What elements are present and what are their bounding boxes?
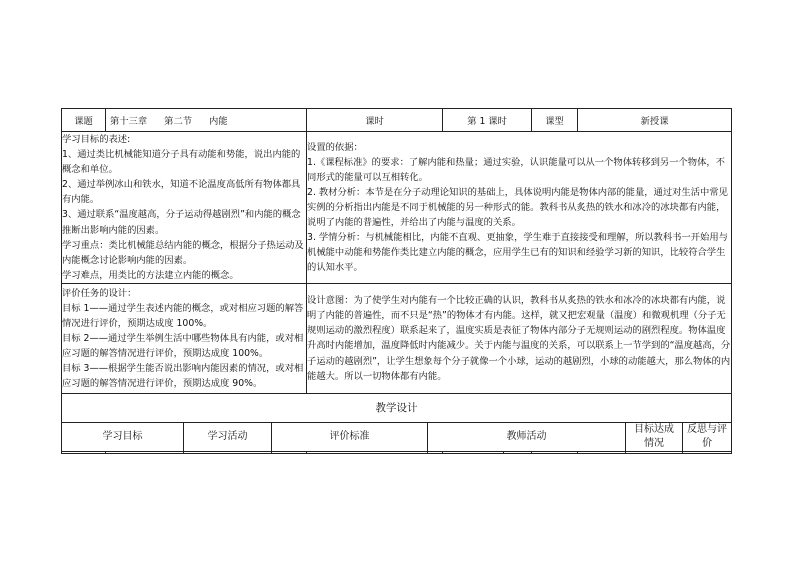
teaching-design-title: 教学设计	[62, 393, 732, 422]
topic-label: 课题	[62, 109, 106, 132]
difficulty-point: 学习难点，用类比的方法建立内能的概念。	[62, 269, 239, 281]
evaluation-task-cell	[62, 283, 307, 393]
evaluation-item: 目标 1——通过学生表述内能的概念，或对相应习题的解答情况进行评价，预期达成度 100%。	[62, 302, 304, 329]
topic-section: 第二节	[164, 116, 193, 127]
goal-item: 1、通过类比机械能知道分子具有动能和势能，说出内能的概念和单位。	[62, 149, 301, 176]
type-label: 课型	[532, 109, 578, 132]
period-label: 课时	[307, 109, 443, 132]
key-point: 学习重点：类比机械能总结内能的概念，根据分子热运动及内能概念讨论影响内能的因素。	[62, 239, 304, 266]
goals-basis-row	[62, 132, 732, 284]
goal-item: 3、通过联系“温度越高，分子运动得越剧烈”和内能的概念推断出影响内能的因素。	[62, 209, 301, 236]
col-learning-goal: 学习目标	[62, 422, 184, 451]
period-value: 第 1 课时	[443, 109, 532, 132]
learning-goals-cell	[62, 132, 307, 284]
evaluation-title: 评价任务的设计：	[62, 287, 137, 299]
design-basis-cell	[307, 132, 732, 284]
design-intent-text: 设计意图：为了使学生对内能有一个比较正确的认识，教科书从炙热的铁水和冰冷的冰块都有内能，说明了内能的普遍性，而不只是“热”的物体才有内能。这样，就又把宏观量（温度）和微观机理（分子无规则运动的激烈程度）联系起来了，温度实质是表征了物体内部分子无规则运动的剧烈程度。物体温度升高时内能增加，温度降低时内能减少。关于内能与温度的关系，可以联系上一节学到的“温度越高，分子运动的越剧烈”，让学生想象每个分子就像一个小球，运动的越剧烈，小球的动能越大，那么物体的内能越大。所以一切物体都有内能。	[307, 295, 731, 382]
col-learning-activity: 学习活动	[184, 422, 272, 451]
topic-chapter: 第十三章	[110, 116, 148, 127]
col-goal-achievement: 目标达成情况	[626, 422, 683, 451]
topic-name: 内能	[209, 116, 228, 127]
col-teacher-activity: 教师活动	[428, 422, 626, 451]
col-reflection: 反思与评价	[683, 422, 732, 451]
header-row	[62, 109, 732, 132]
topic-value	[106, 109, 307, 132]
basis-title: 设置的依据：	[307, 141, 363, 153]
basis-item: 2. 教材分析：本节是在分子动理论知识的基础上，具体说明内能是物体内部的能量，通过对生活中常见实例的分析指出内能是不同于机械能的另一种形式的能。教科书从炙热的铁水和冰冷的冰块都有内能，说明了内能的普遍性，并给出了内能与温度的关系。	[307, 186, 728, 229]
col-evaluation-criteria: 评价标准	[272, 422, 428, 451]
lesson-plan-table	[61, 108, 732, 454]
design-intent-cell	[307, 283, 732, 393]
evaluation-item: 目标 3——根据学生能否说出影响内能因素的情况，或对相应习题的解答情况进行评价，预期达成度 90%。	[62, 363, 304, 390]
evaluation-intent-row	[62, 283, 732, 393]
goal-item: 2、通过举例冰山和铁水，知道不论温度高低所有物体都具有内能。	[62, 179, 301, 206]
basis-item: 3. 学情分析：与机械能相比，内能不直观、更抽象，学生难于直接接受和理解，所以教科书一开始用与机械能中动能和势能作类比建立内能的概念，应用学生已有的知识和经验学习新的知识，比较符合学生的认知水平。	[307, 232, 728, 274]
type-value: 新授课	[578, 109, 732, 132]
teaching-design-header-row	[62, 422, 732, 451]
teaching-design-title-row	[62, 393, 732, 422]
basis-item: 1.《课程标准》的要求：了解内能和热量；通过实验，认识能量可以从一个物体转移到另一个物体，不同形式的能量可以互相转化。	[307, 156, 725, 183]
evaluation-item: 目标 2——通过学生举例生活中哪些物体具有内能，或对相应习题的解答情况进行评价，预期达成度 100%。	[62, 332, 304, 359]
goals-title: 学习目标的表述:	[62, 134, 131, 145]
